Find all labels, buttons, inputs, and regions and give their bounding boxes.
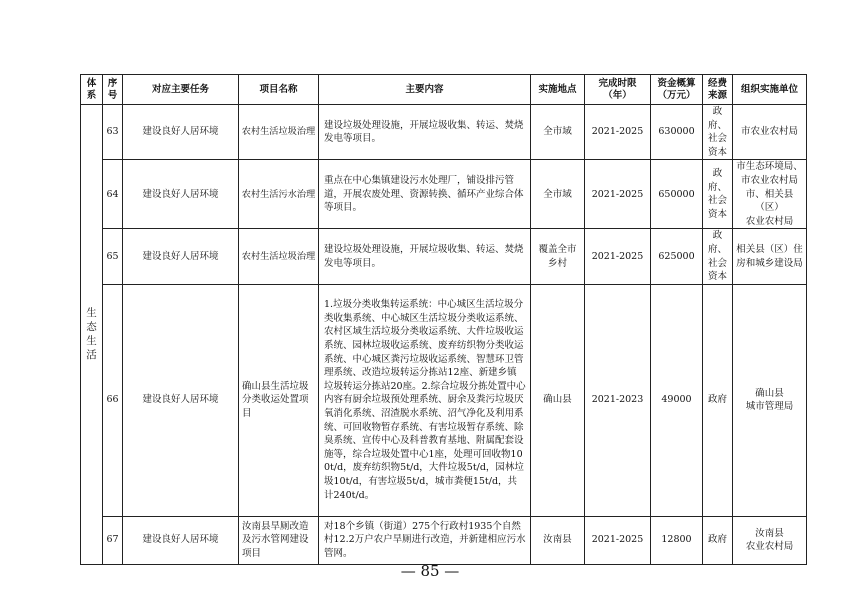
cell-seq: 66 [103, 284, 123, 516]
header-deadline: 完成时限 （年） [585, 75, 651, 105]
cell-location: 汝南县 [531, 516, 585, 564]
cell-seq: 67 [103, 516, 123, 564]
cell-budget: 630000 [651, 105, 703, 160]
cell-deadline: 2021-2023 [585, 284, 651, 516]
cell-deadline: 2021-2025 [585, 516, 651, 564]
project-table [80, 74, 807, 565]
cell-deadline: 2021-2025 [585, 229, 651, 284]
cell-task: 建设良好人居环境 [123, 229, 239, 284]
table-row [81, 160, 807, 229]
cell-content: 对18个乡镇（街道）275个行政村1935个自然村12.2万户农户旱厕进行改造，并新建相应污水管网。 [319, 516, 531, 564]
header-project: 项目名称 [239, 75, 319, 105]
cell-task: 建设良好人居环境 [123, 160, 239, 229]
cell-funding: 政府、 社会 资本 [703, 160, 733, 229]
system-label: 生 态 生 活 [81, 105, 103, 565]
cell-funding: 政府、 社会 资本 [703, 105, 733, 160]
cell-location: 确山县 [531, 284, 585, 516]
cell-project: 农村生活污水治理 [239, 160, 319, 229]
table-header-row [81, 75, 807, 105]
header-task: 对应主要任务 [123, 75, 239, 105]
cell-seq: 64 [103, 160, 123, 229]
header-location: 实施地点 [531, 75, 585, 105]
header-org: 组织实施单位 [733, 75, 807, 105]
cell-org: 市生态环境局、 市农业农村局 市、相关县（区） 农业农村局 [733, 160, 807, 229]
cell-org: 相关县（区）住 房和城乡建设局 [733, 229, 807, 284]
cell-deadline: 2021-2025 [585, 160, 651, 229]
cell-funding: 政府 [703, 516, 733, 564]
table-row [81, 284, 807, 516]
cell-seq: 63 [103, 105, 123, 160]
cell-project: 汝南县旱厕改造 及污水管网建设 项目 [239, 516, 319, 564]
table-row [81, 229, 807, 284]
cell-location: 覆盖全市 乡村 [531, 229, 585, 284]
cell-task: 建设良好人居环境 [123, 516, 239, 564]
cell-deadline: 2021-2025 [585, 105, 651, 160]
header-funding: 经费 来源 [703, 75, 733, 105]
cell-org: 汝南县 农业农村局 [733, 516, 807, 564]
cell-task: 建设良好人居环境 [123, 105, 239, 160]
header-system: 体 系 [81, 75, 103, 105]
cell-seq: 65 [103, 229, 123, 284]
page-number: — 85 — [400, 562, 460, 580]
cell-project: 农村生活垃圾治理 [239, 105, 319, 160]
cell-location: 全市域 [531, 105, 585, 160]
header-content: 主要内容 [319, 75, 531, 105]
cell-project: 农村生活垃圾治理 [239, 229, 319, 284]
cell-funding: 政府、 社会 资本 [703, 229, 733, 284]
header-seq: 序 号 [103, 75, 123, 105]
cell-budget: 49000 [651, 284, 703, 516]
cell-funding: 政府 [703, 284, 733, 516]
header-budget: 资金概算 （万元） [651, 75, 703, 105]
table-row [81, 105, 807, 160]
cell-org: 确山县 城市管理局 [733, 284, 807, 516]
cell-content: 1.垃圾分类收集转运系统：中心城区生活垃圾分类收集系统、中心城区生活垃圾分类收运系统、农村区域生活垃圾分类收运系统、大件垃圾收运系统、园林垃圾收运系统、废弃纺织物分类收运系统、中心城区粪污垃圾收运系统、智慧环卫管理系统、改造垃圾转运分拣站12座、新建乡镇垃圾转运分拣站20座。2.综合垃圾分拣处置中心内容有厨余垃圾预处理系统、厨余及粪污垃圾厌氧消化系统、沼渣脱水系统、沼气净化及利用系统、可回收物暂存系统、有害垃圾暂存系统、除臭系统、宣传中心及科普教育基地、附属配套设施等，综合垃圾处置中心1座，处理可回收物100t/d，废弃纺织物5t/d，大件垃圾5t/d，园林垃圾10t/d，有害垃圾5t/d，城市粪便15t/d，共计240t/d。 [319, 284, 531, 516]
cell-content: 建设垃圾处理设施，开展垃圾收集、转运、焚烧发电等项目。 [319, 105, 531, 160]
cell-org: 市农业农村局 [733, 105, 807, 160]
cell-content: 重点在中心集镇建设污水处理厂，铺设排污管道，开展农废处理、资源转换、循环产业综合体等项目。 [319, 160, 531, 229]
cell-budget: 650000 [651, 160, 703, 229]
cell-location: 全市域 [531, 160, 585, 229]
cell-project: 确山县生活垃圾 分类收运处置项 目 [239, 284, 319, 516]
table-row [81, 516, 807, 564]
cell-task: 建设良好人居环境 [123, 284, 239, 516]
cell-budget: 625000 [651, 229, 703, 284]
cell-budget: 12800 [651, 516, 703, 564]
cell-content: 建设垃圾处理设施，开展垃圾收集、转运、焚烧发电等项目。 [319, 229, 531, 284]
